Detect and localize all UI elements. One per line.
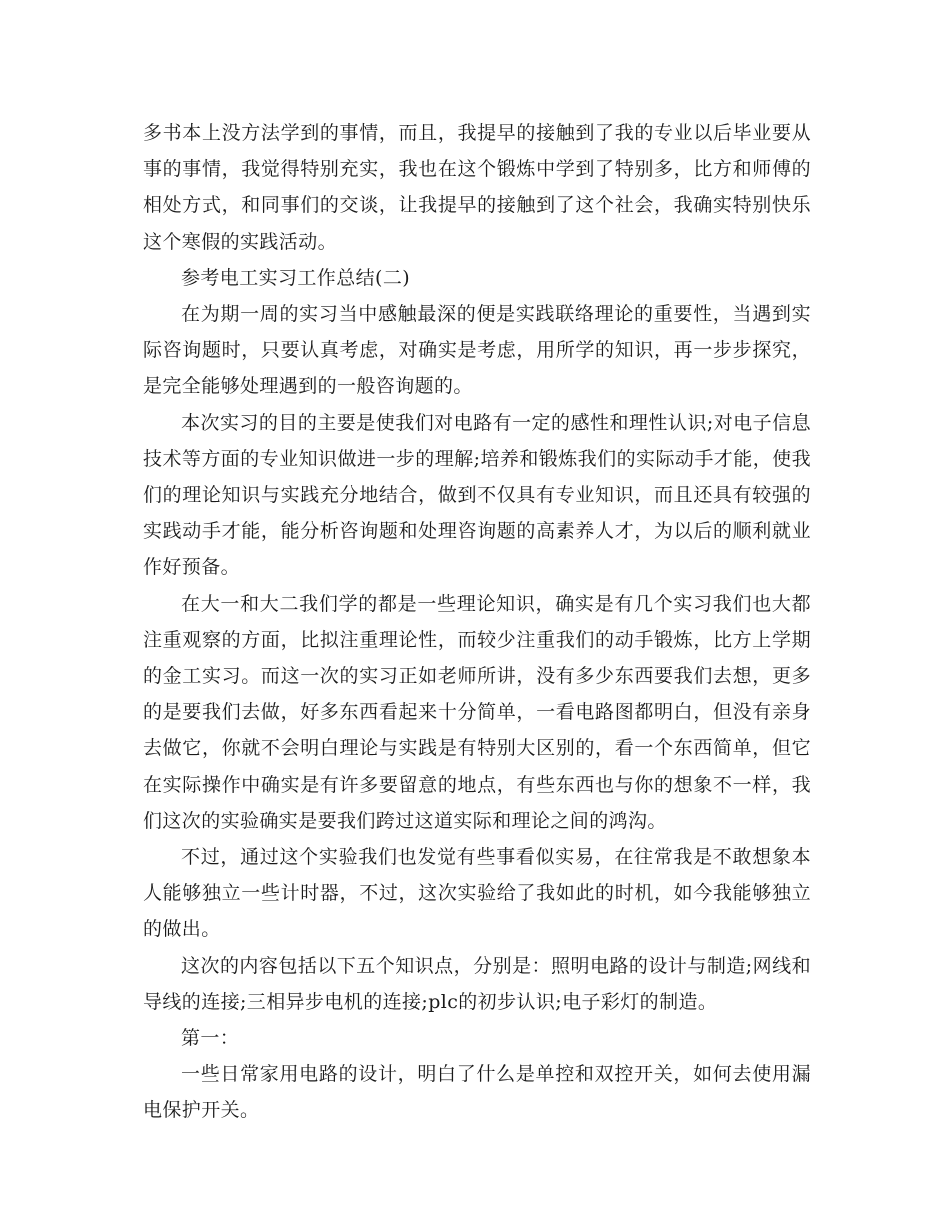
paragraph-discovery: 不过，通过这个实验我们也发觉有些事看似实易，在往常我是不敢想象本人能够独立一些计时器，不过，这次实验给了我如此的时机，如今我能够独立的做出。 (143, 846, 811, 941)
paragraph-purpose: 本次实习的目的主要是使我们对电路有一定的感性和理性认识;对电子信息技术等方面的专业知识做进一步的理解;培养和锻炼我们的实际动手才能，使我们的理论知识与实践充分地结合，做到不仅具有专业知识，而且还具有较强的实践动手才能，能分析咨询题和处理咨询题的高素养人才，为以后的顺利就业作好预备。 (143, 411, 811, 579)
document-body (143, 115, 811, 1129)
paragraph-experience: 在大一和大二我们学的都是一些理论知识，确实是有几个实习我们也大都注重观察的方面，比拟注重理论性，而较少注重我们的动手锻炼，比方上学期的金工实习。而这一次的实习正如老师所讲，没有多少东西要我们去想，更多的是要我们去做，好多东西看起来十分简单，一看电路图都明白，但没有亲身去做它，你就不会明白理论与实践是有特别大区别的，看一个东西简单，但它在实际操作中确实是有许多要留意的地点，有些东西也与你的想象不一样，我们这次的实验确实是要我们跨过这道实际和理论之间的鸿沟。 (143, 592, 811, 832)
paragraph-household-circuits: 一些日常家用电路的设计，明白了什么是单控和双控开关，如何去使用漏电保护开关。 (143, 1063, 811, 1122)
paragraph-practice-theory: 在为期一周的实习当中感触最深的便是实践联络理论的重要性，当遇到实际咨询题时，只要认真考虑，对确实是考虑，用所学的知识，再一步步探究，是完全能够处理遇到的一般咨询题的。 (143, 303, 811, 398)
paragraph-contents: 这次的内容包括以下五个知识点，分别是：照明电路的设计与制造;网线和导线的连接;三相异步电机的连接;plc的初步认识;电子彩灯的制造。 (143, 954, 811, 1013)
section-heading: 参考电工实习工作总结(二) (181, 266, 411, 289)
paragraph-continuation: 多书本上没方法学到的事情，而且，我提早的接触到了我的专业以后毕业要从事的事情，我觉得特别充实，我也在这个锻炼中学到了特别多，比方和师傅的相处方式，和同事们的交谈，让我提早的接触到了这个社会，我确实特别快乐这个寒假的实践活动。 (143, 122, 811, 253)
paragraph-first-label: 第一： (181, 1027, 240, 1050)
